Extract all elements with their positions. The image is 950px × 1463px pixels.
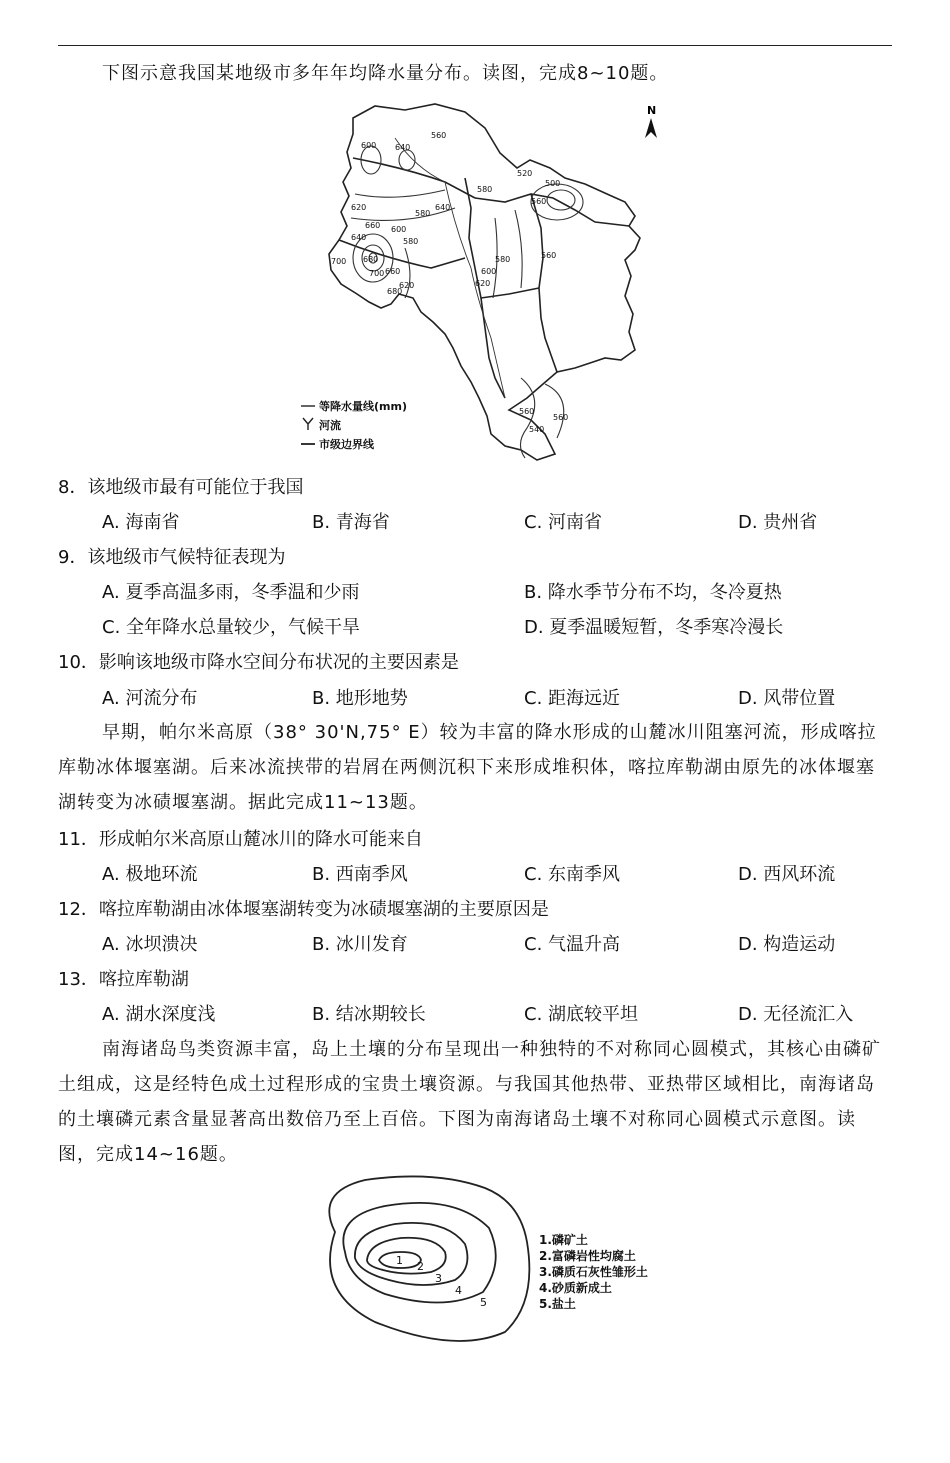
intro-8-10: 下图示意我国某地级市多年年均降水量分布。读图，完成8~10题。 (102, 63, 669, 84)
q12-option-a[interactable]: A. 冰坝溃决 (102, 934, 198, 955)
q11-option-c[interactable]: C. 东南季风 (524, 864, 621, 885)
question-13: 13．喀拉库勒湖 (58, 969, 189, 990)
legend-river: 河流 (319, 419, 341, 432)
q8-option-b[interactable]: B. 青海省 (312, 512, 390, 533)
soil-number: 3 (435, 1272, 442, 1285)
svg-text:N: N (647, 104, 657, 117)
isoline-label: 680 (387, 287, 403, 296)
q12-option-b[interactable]: B. 冰川发育 (312, 934, 408, 955)
isoline-label: 640 (351, 233, 367, 242)
q13-option-a[interactable]: A. 湖水深度浅 (102, 1004, 216, 1025)
q9-option-a[interactable]: A. 夏季高温多雨，冬季温和少雨 (102, 582, 360, 603)
question-12: 12．喀拉库勒湖由冰体堰塞湖转变为冰碛堰塞湖的主要原因是 (58, 899, 549, 920)
isoline-label: 580 (403, 237, 419, 246)
top-rule (58, 45, 892, 46)
legend-isoline: 等降水量线(mm) (319, 400, 407, 413)
isoline-label: 620 (399, 281, 415, 290)
precipitation-map (295, 98, 675, 468)
q10-option-d[interactable]: D. 风带位置 (738, 688, 836, 709)
soil-ring-5 (329, 1176, 529, 1341)
isoline-label: 700 (331, 257, 347, 266)
soil-number: 4 (455, 1284, 462, 1297)
isoline-label: 600 (481, 267, 497, 276)
isoline-label: 520 (517, 169, 533, 178)
q8-option-d[interactable]: D. 贵州省 (738, 512, 818, 533)
north-arrow-icon (645, 104, 657, 138)
q11-option-a[interactable]: A. 极地环流 (102, 864, 198, 885)
soil-ring-3 (355, 1223, 468, 1285)
isoline-label: 560 (519, 407, 535, 416)
isoline-label: 560 (553, 413, 569, 422)
isoline-label: 500 (545, 179, 561, 188)
isoline-label: 620 (475, 279, 491, 288)
q8-option-a[interactable]: A. 海南省 (102, 512, 180, 533)
q12-option-c[interactable]: C. 气温升高 (524, 934, 621, 955)
q13-option-b[interactable]: B. 结冰期较长 (312, 1004, 426, 1025)
soil-legend-1: 1.磷矿土 (539, 1233, 588, 1247)
soil-ring-4 (343, 1203, 495, 1303)
isoline-label: 660 (365, 221, 381, 230)
question-8: 8．该地级市最有可能位于我国 (58, 477, 304, 498)
isoline-label: 600 (391, 225, 407, 234)
q11-option-d[interactable]: D. 西风环流 (738, 864, 836, 885)
isoline-label: 580 (415, 209, 431, 218)
isoline-label: 580 (495, 255, 511, 264)
isoline-label: 560 (531, 197, 547, 206)
q10-option-a[interactable]: A. 河流分布 (102, 688, 198, 709)
q10-option-b[interactable]: B. 地形地势 (312, 688, 408, 709)
isoline-label: 560 (431, 131, 447, 140)
soil-legend-4: 4.砂质新成土 (539, 1281, 612, 1295)
soil-diagram (305, 1172, 685, 1352)
isoline-label: 680 (363, 255, 379, 264)
isoline-label: 560 (541, 251, 557, 260)
q8-option-c[interactable]: C. 河南省 (524, 512, 603, 533)
soil-number: 2 (417, 1260, 424, 1273)
isoline-label: 660 (385, 267, 401, 276)
intro-14-16: 南海诸岛鸟类资源丰富，岛上土壤的分布呈现出一种独特的不对称同心圆模式，其核心由磷矿土组成，这是经特色成土过程形成的宝贵土壤资源。与我国其他热带、亚热带区域相比，南海诸岛的土壤磷元素含量显著高出数倍乃至上百倍。下图为南海诸岛土壤不对称同心圆模式示意图。读图，完成14~16题。 (58, 1039, 881, 1165)
q12-option-d[interactable]: D. 构造运动 (738, 934, 836, 955)
q11-option-b[interactable]: B. 西南季风 (312, 864, 408, 885)
soil-legend-2: 2.富磷岩性均腐土 (539, 1249, 636, 1263)
q9-option-b[interactable]: B. 降水季节分布不均，冬冷夏热 (524, 582, 782, 603)
q9-option-c[interactable]: C. 全年降水总量较少，气候干旱 (102, 617, 361, 638)
soil-number: 1 (396, 1254, 403, 1267)
isoline-label: 640 (435, 203, 451, 212)
question-11: 11．形成帕尔米高原山麓冰川的降水可能来自 (58, 829, 423, 850)
isoline-label: 700 (369, 269, 385, 278)
question-10: 10．影响该地级市降水空间分布状况的主要因素是 (58, 652, 459, 673)
isoline-label: 540 (529, 425, 545, 434)
question-9: 9．该地级市气候特征表现为 (58, 547, 286, 568)
isoline-label: 640 (395, 143, 411, 152)
intro-11-13: 早期，帕尔米高原（38° 30'N,75° E）较为丰富的降水形成的山麓冰川阻塞河流，形成喀拉库勒冰体堰塞湖。后来冰流挟带的岩屑在两侧沉积下来形成堆积体，喀拉库勒湖由原先的冰体堰塞湖转变为冰碛堰塞湖。据此完成11~13题。 (58, 722, 877, 813)
q9-option-d[interactable]: D. 夏季温暖短暂，冬季寒冷漫长 (524, 617, 784, 638)
q13-option-d[interactable]: D. 无径流汇入 (738, 1004, 854, 1025)
legend-boundary: 市级边界线 (319, 438, 374, 451)
isoline-label: 600 (361, 141, 377, 150)
soil-legend-5: 5.盐土 (539, 1297, 576, 1311)
soil-legend-3: 3.磷质石灰性雏形土 (539, 1265, 648, 1279)
isoline-label: 620 (351, 203, 367, 212)
isoline-label: 580 (477, 185, 493, 194)
q10-option-c[interactable]: C. 距海远近 (524, 688, 621, 709)
soil-number: 5 (480, 1296, 487, 1309)
q13-option-c[interactable]: C. 湖底较平坦 (524, 1004, 639, 1025)
